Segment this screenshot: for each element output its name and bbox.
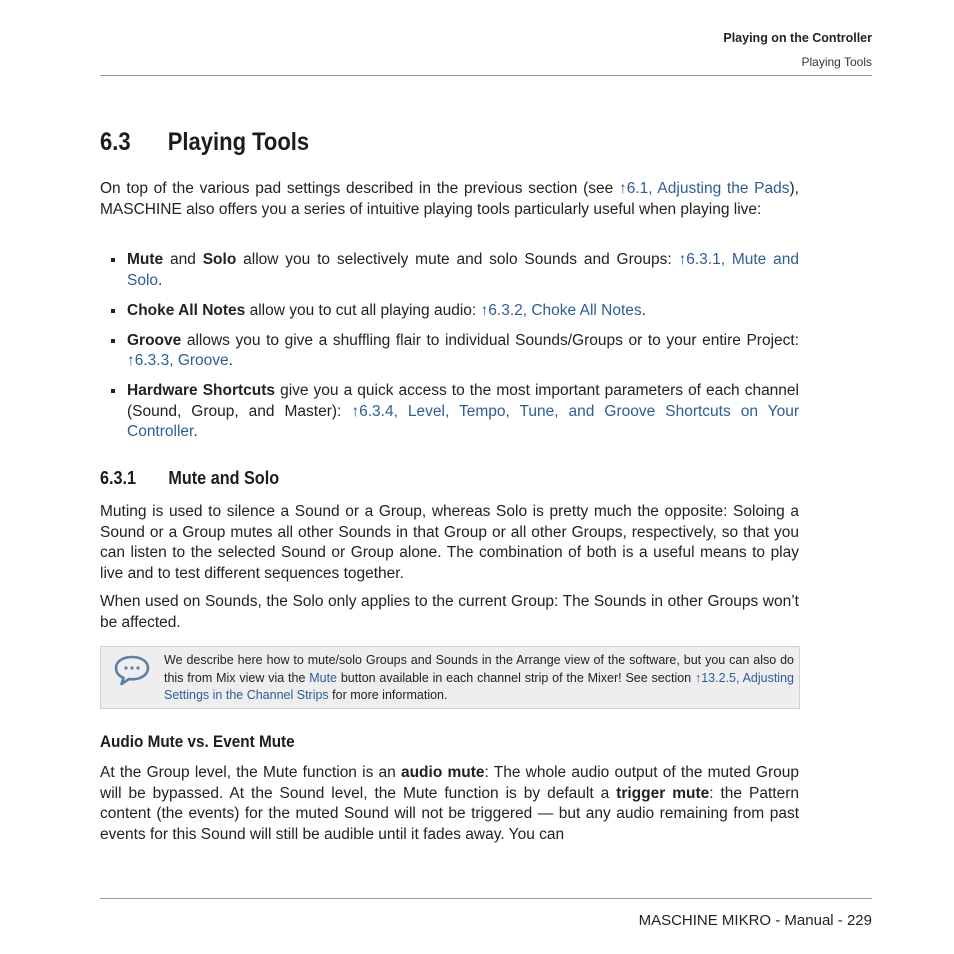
link-6-3-4[interactable]: ↑6.3.4, Level, Tempo, Tune, and Groove Shortcuts on Your Controller xyxy=(127,402,799,440)
running-header-chapter: Playing on the Controller xyxy=(723,31,872,45)
list-item xyxy=(100,301,799,322)
bullet-marker xyxy=(111,258,115,262)
audio-mute-paragraph xyxy=(100,763,799,845)
list-item xyxy=(100,381,799,443)
footer-divider xyxy=(100,898,872,899)
list-text: . xyxy=(158,271,163,289)
section-title: Mute and Solo xyxy=(168,468,280,488)
term-audio-mute: audio mute xyxy=(400,764,485,781)
link-6-1[interactable]: ↑6.1, Adjusting the Pads xyxy=(618,180,790,197)
mute-solo-paragraph-1: Muting is used to silence a Sound or a Group, whereas Solo is pretty much the opposite: Soloing a Sound or a Group mutes all other Sounds in that Group or all other Groups, respectively, so that you can listen to the selected Sound or Group alone. The combination of both is a useful means to play live and to test different sequences together. xyxy=(100,503,799,582)
section-title: Playing Tools xyxy=(167,128,310,156)
subheading-audio-mute: Audio Mute vs. Event Mute xyxy=(100,732,295,751)
header-divider xyxy=(100,75,872,76)
term-choke-all-notes: Choke All Notes xyxy=(127,301,246,319)
note-box xyxy=(100,646,800,709)
link-6-3-1[interactable]: ↑6.3.1, Mute and Solo xyxy=(127,251,799,289)
link-6-3-2[interactable]: ↑6.3.2, Choke All Notes xyxy=(480,301,642,319)
list-text: and xyxy=(163,251,203,268)
intro-text-1: On top of the various pad settings described in the previous section (see xyxy=(100,180,619,197)
list-text: . xyxy=(228,352,233,369)
playing-tools-list xyxy=(100,250,799,452)
mute-button-ref[interactable]: Mute xyxy=(309,670,338,685)
bullet-marker xyxy=(111,389,115,393)
speech-bubble-icon xyxy=(113,654,151,686)
list-item xyxy=(100,331,799,372)
list-text: . xyxy=(193,423,198,440)
term-mute: Mute xyxy=(127,251,164,268)
page-footer: MASCHINE MIKRO - Manual - 229 xyxy=(638,912,872,929)
list-text: allow you to cut all playing audio: xyxy=(245,301,481,319)
section-heading-6-3 xyxy=(100,128,309,157)
section-heading-6-3-1 xyxy=(100,468,279,489)
term-trigger-mute: trigger mute xyxy=(616,784,710,802)
note-text-3: for more information. xyxy=(328,688,448,702)
link-6-3-3[interactable]: ↑6.3.3, Groove xyxy=(127,352,229,369)
list-text: . xyxy=(641,301,646,319)
section-number: 6.3 xyxy=(100,128,131,156)
intro-paragraph xyxy=(100,179,799,220)
running-header-section: Playing Tools xyxy=(801,55,872,69)
link-13-2-5[interactable]: ↑13.2.5, Adjusting Settings in the Channel Strips xyxy=(164,670,794,702)
mute-solo-paragraph-2: When used on Sounds, the Solo only applies to the current Group: The Sounds in other Groups won’t be affected. xyxy=(100,593,799,631)
list-text: give you a quick access to the most important parameters of each channel (Sound, Group, and Master): xyxy=(127,382,799,420)
note-text-2: button available in each channel strip of the Mixer! See section xyxy=(337,670,695,685)
term-solo: Solo xyxy=(202,251,237,268)
term-hardware-shortcuts: Hardware Shortcuts xyxy=(127,382,276,399)
note-text-1: We describe here how to mute/solo Groups and Sounds in the Arrange view of the software, but you can also do this from Mix view via the xyxy=(164,653,794,685)
audio-mute-text-2: : The whole audio output of the muted Group will be bypassed. At the Sound level, the Mute function is by default a xyxy=(100,764,799,802)
section-number: 6.3.1 xyxy=(100,468,137,488)
audio-mute-text-1: At the Group level, the Mute function is an xyxy=(100,764,401,781)
bullet-marker xyxy=(111,309,115,313)
list-item xyxy=(100,250,799,291)
term-groove: Groove xyxy=(127,331,182,349)
intro-text-2: ), MASCHINE also offers you a series of intuitive playing tools particularly useful when playing live: xyxy=(100,180,799,218)
audio-mute-text-3: : the Pattern content (the events) for the muted Sound will not be triggered — but any audio remaining from past events for this Sound will still be audible until it fades away. You can xyxy=(100,784,799,843)
note-text xyxy=(164,652,794,705)
bullet-marker xyxy=(111,339,115,343)
list-text: allows you to give a shuffling flair to individual Sounds/Groups or to your entire Project: xyxy=(181,331,799,349)
list-text: allow you to selectively mute and solo Sounds and Groups: xyxy=(236,251,679,268)
